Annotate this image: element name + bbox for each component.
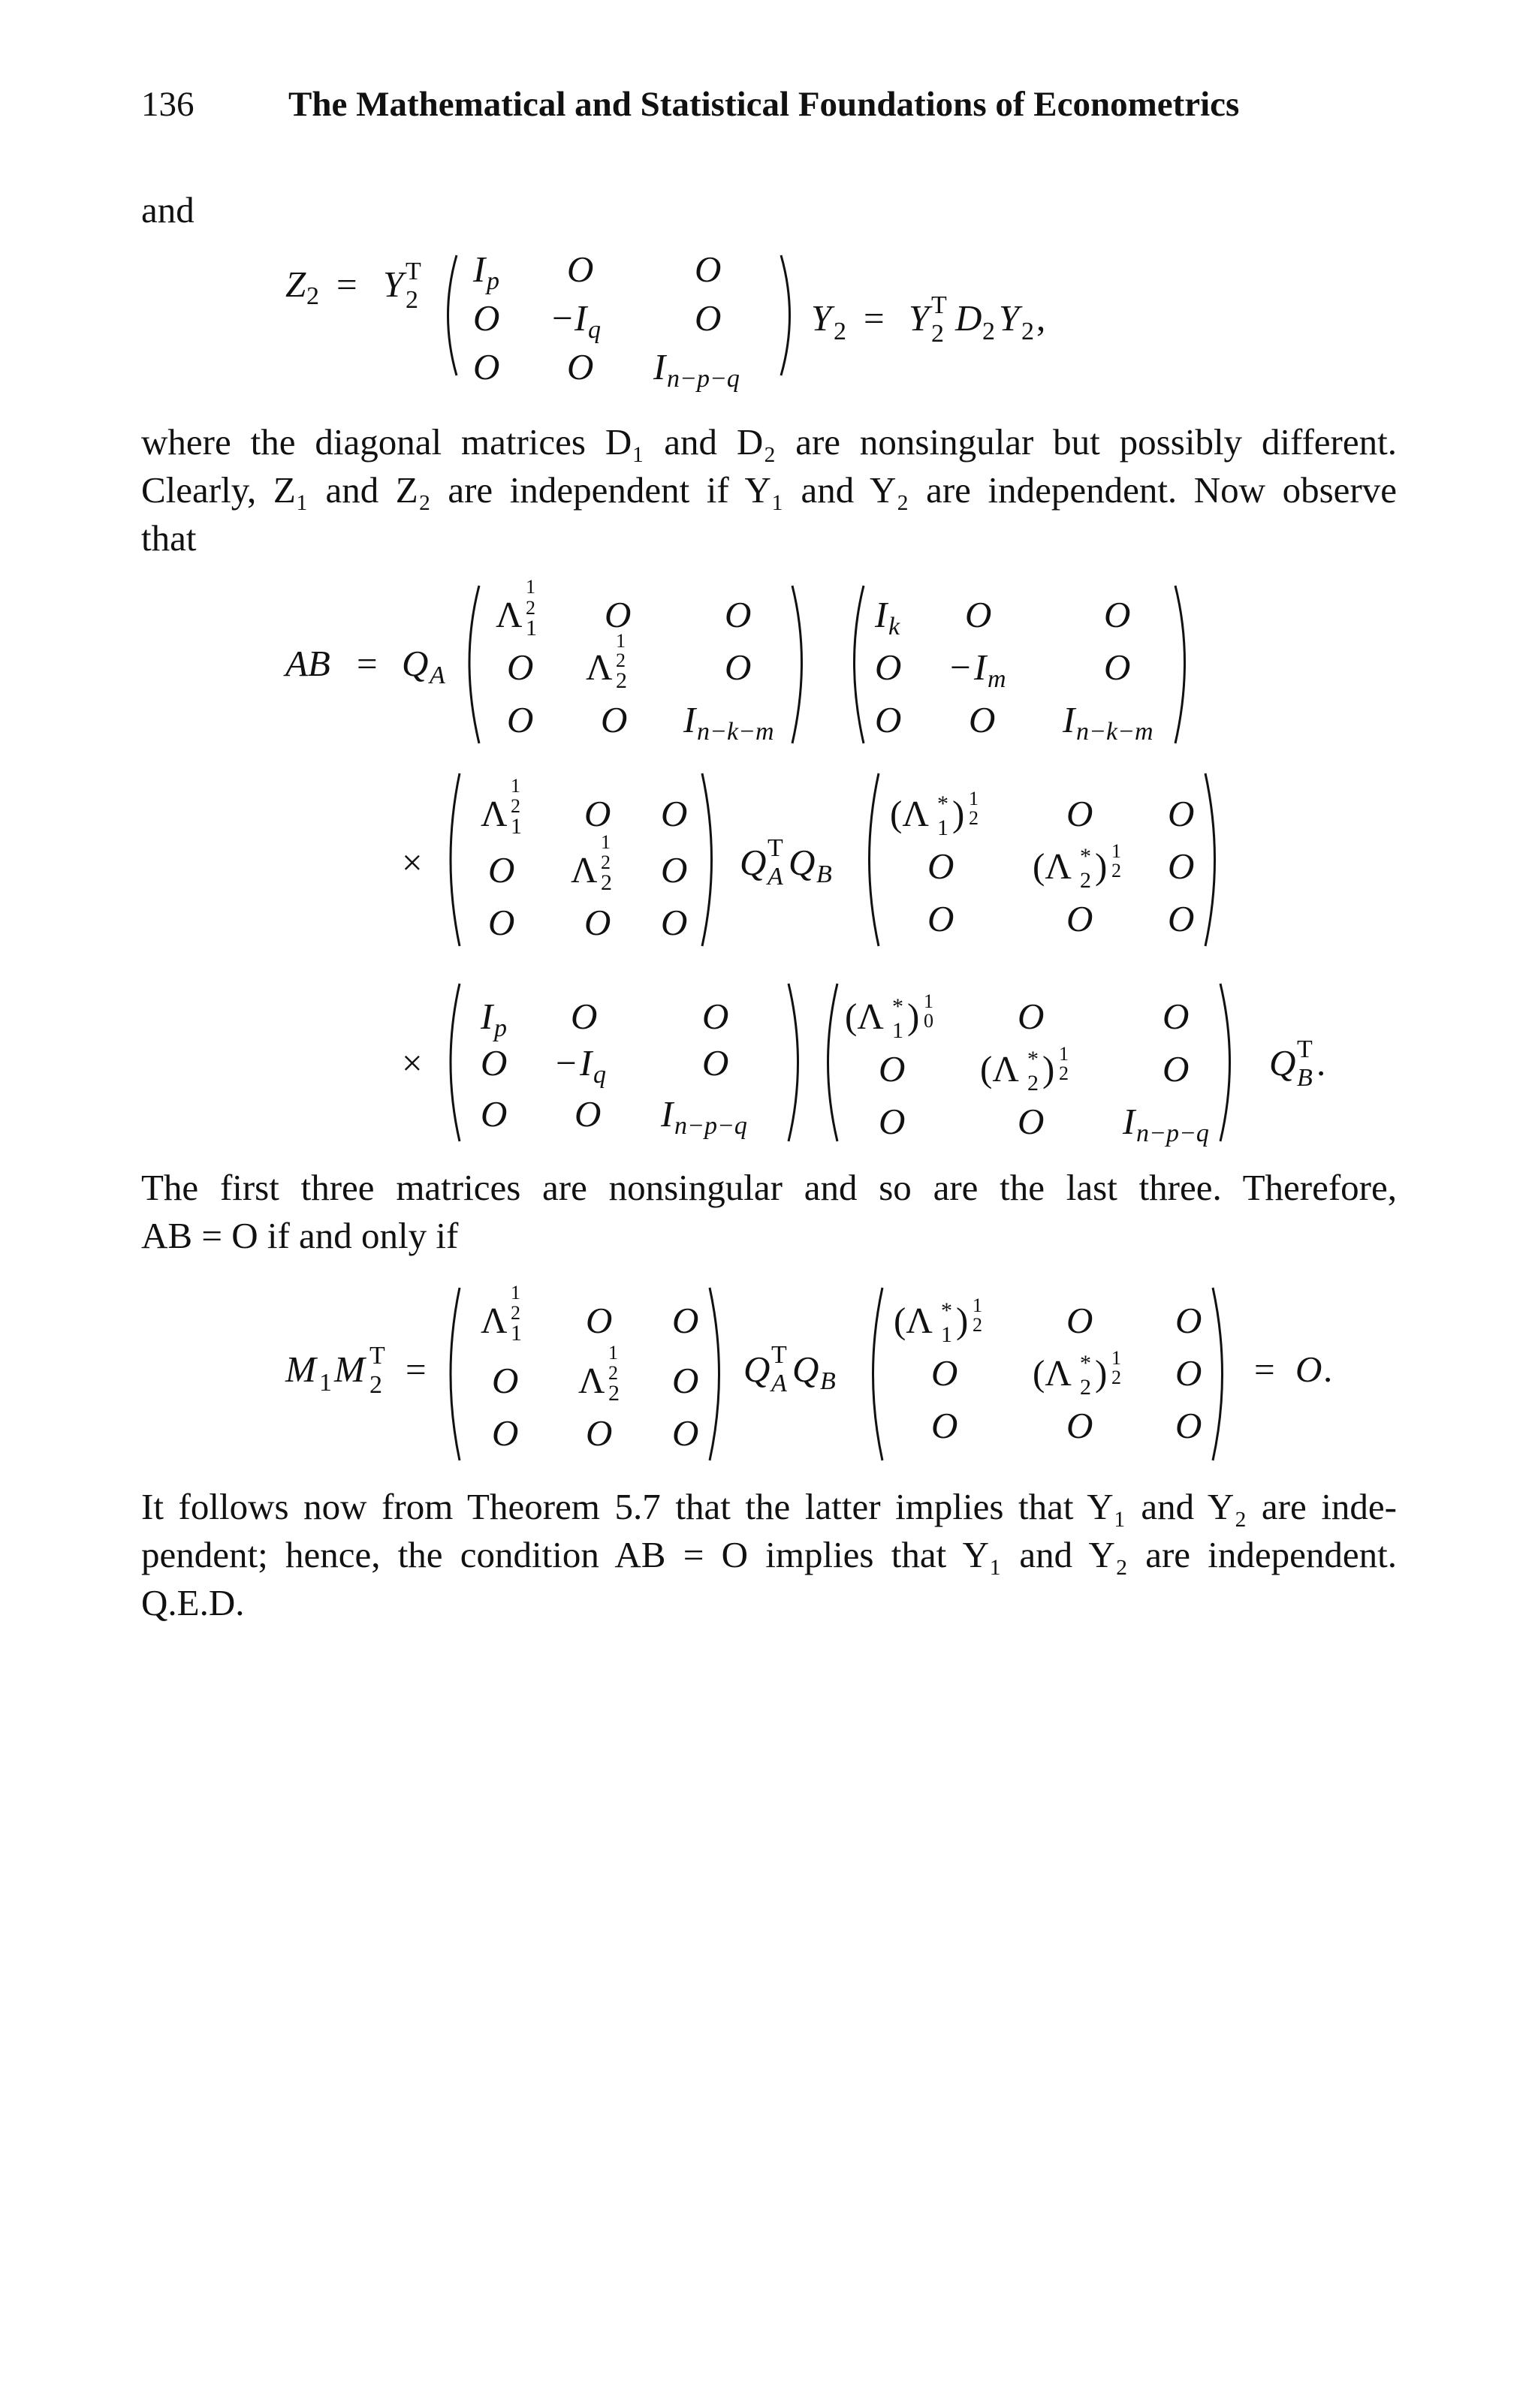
svg-text:*: * xyxy=(937,791,948,816)
svg-text:2: 2 xyxy=(1027,1071,1039,1096)
svg-text:O: O xyxy=(601,699,628,740)
svg-text:O: O xyxy=(605,594,632,635)
svg-text:O: O xyxy=(1168,845,1195,887)
svg-text:2: 2 xyxy=(834,318,846,345)
svg-text:2: 2 xyxy=(973,1314,982,1336)
svg-text:): ) xyxy=(907,996,920,1037)
svg-text:O: O xyxy=(1295,1349,1322,1390)
svg-text:2: 2 xyxy=(1080,1375,1091,1400)
svg-text:2: 2 xyxy=(1059,1062,1069,1084)
svg-text:O: O xyxy=(1168,898,1195,939)
svg-text:I: I xyxy=(974,646,987,688)
svg-text:O: O xyxy=(586,1412,613,1454)
svg-text:O: O xyxy=(1066,1300,1093,1341)
svg-text:): ) xyxy=(956,1300,969,1341)
svg-text:n−k−m: n−k−m xyxy=(1076,718,1154,746)
svg-text:O: O xyxy=(1163,1048,1190,1089)
svg-text:2: 2 xyxy=(406,286,418,314)
svg-text:B: B xyxy=(1297,1064,1313,1092)
svg-text:1: 1 xyxy=(941,1322,952,1347)
svg-text:M: M xyxy=(285,1349,316,1390)
svg-text:D: D xyxy=(955,297,982,339)
svg-text:O: O xyxy=(969,699,996,740)
svg-text:I: I xyxy=(574,297,587,339)
svg-text:Y: Y xyxy=(811,297,832,339)
svg-text:O: O xyxy=(1175,1405,1202,1446)
svg-text:O: O xyxy=(1104,646,1131,688)
running-title: The Mathematical and Statistical Foundations of Econometrics xyxy=(288,85,1240,124)
svg-text:1: 1 xyxy=(511,1282,520,1303)
svg-text:1: 1 xyxy=(608,1342,618,1364)
svg-text:): ) xyxy=(1095,1352,1108,1394)
svg-text:(Λ: (Λ xyxy=(1033,845,1072,887)
svg-text:Λ: Λ xyxy=(571,849,598,891)
svg-text:Y: Y xyxy=(383,264,404,305)
svg-text:1: 1 xyxy=(973,1294,982,1316)
svg-text:q: q xyxy=(588,316,601,344)
svg-text:O: O xyxy=(931,1405,958,1446)
svg-text:1: 1 xyxy=(924,990,933,1012)
svg-text:2: 2 xyxy=(1111,860,1121,882)
svg-text:2: 2 xyxy=(601,851,611,873)
svg-text:2: 2 xyxy=(616,649,626,671)
svg-text:*: * xyxy=(1080,844,1091,869)
svg-text:2: 2 xyxy=(601,870,612,895)
svg-text:O: O xyxy=(1175,1300,1202,1341)
svg-text:1: 1 xyxy=(601,831,611,853)
svg-text:T: T xyxy=(1297,1035,1313,1063)
svg-text:1: 1 xyxy=(526,576,535,598)
svg-text:=: = xyxy=(336,264,357,305)
page-number: 136 xyxy=(141,85,195,124)
svg-text:O: O xyxy=(1066,793,1093,834)
svg-text:O: O xyxy=(567,249,594,290)
svg-text:n−p−q: n−p−q xyxy=(667,365,740,393)
svg-text:O: O xyxy=(725,594,752,635)
svg-text:O: O xyxy=(574,1093,602,1135)
svg-text:O: O xyxy=(1018,1101,1045,1142)
svg-text:O: O xyxy=(488,902,515,943)
svg-text:Λ: Λ xyxy=(578,1360,605,1401)
svg-text:.: . xyxy=(1316,1042,1326,1083)
svg-text:=: = xyxy=(406,1349,427,1390)
svg-text:2: 2 xyxy=(511,1302,520,1324)
svg-text:1: 1 xyxy=(1111,1347,1121,1369)
svg-text:O: O xyxy=(571,996,598,1037)
svg-text:O: O xyxy=(927,845,954,887)
svg-text:2: 2 xyxy=(982,318,995,345)
svg-text:,: , xyxy=(1036,297,1046,339)
book-page: 136 The Mathematical and Statistical Foundations of Econometrics and Z 2 = Y T 2 I p O O O − I q O O O I n−p−q Y 2 = Y T 2 D 2 Y 2 , where the diagonal matrices D₁ and D₂ are nonsingular but possibly different. Clearly, Z₁ and Z₂ are independent if Y₁ and Y₂ are independent. Now observe that AB = Q A Λ 1 2 1 O O O Λ 1 2 2 O O O I n−k−m I k O O O − I m O O O I n−k−m × Λ 1 2 1 O O O Λ 1 2 2 O O O O Q T A Q B (Λ * 1 ) 1 2 O O O (Λ * 2 ) 1 2 O O O O × I p O O O − I q O O O I n−p−q (Λ * 1 ) 1 0 O O O (Λ * 2 ) 1 2 O O O I n−p−q Q T B . The first three matrices are nonsingular and so are the last three. Therefore, AB = O if and only if M 1 M T 2 = Λ 1 2 1 O O O Λ 1 2 2 O O O O Q T A Q B (Λ * 1 ) 1 2 O O O (Λ * 2 ) 1 2 O O O O = O . It follows now from Theorem 5.7 that the latter implies that Y₁ and Y₂ are inde- pendent; hence, the condition AB = O implies that Y₁ and Y₂ are independent. Q.E.D. xyxy=(0,0,1538,2408)
svg-text:T: T xyxy=(369,1342,385,1370)
svg-text:(Λ: (Λ xyxy=(1033,1352,1072,1394)
svg-text:(Λ: (Λ xyxy=(980,1048,1019,1089)
svg-text:I: I xyxy=(661,1093,674,1135)
svg-text:−: − xyxy=(552,297,573,339)
svg-text:2: 2 xyxy=(608,1381,620,1406)
svg-text:Λ: Λ xyxy=(481,1300,508,1341)
svg-text:O: O xyxy=(927,898,954,939)
svg-text:m: m xyxy=(988,665,1006,693)
svg-text:O: O xyxy=(695,297,722,339)
svg-text:O: O xyxy=(672,1360,699,1401)
svg-text:O: O xyxy=(473,346,500,387)
svg-text:n−p−q: n−p−q xyxy=(674,1112,747,1140)
svg-text:−: − xyxy=(556,1042,577,1083)
svg-text:*: * xyxy=(1027,1047,1039,1071)
svg-text:O: O xyxy=(584,902,611,943)
svg-text:A: A xyxy=(430,662,445,689)
svg-text:2: 2 xyxy=(526,597,535,619)
svg-text:O: O xyxy=(567,346,594,387)
paragraph-and: and xyxy=(141,189,195,231)
svg-text:O: O xyxy=(481,1093,508,1135)
svg-text:−: − xyxy=(950,646,971,688)
svg-text:I: I xyxy=(653,346,666,387)
svg-text:n−k−m: n−k−m xyxy=(697,718,774,746)
svg-text:I: I xyxy=(875,594,888,635)
svg-text:*: * xyxy=(892,994,903,1019)
svg-text:T: T xyxy=(771,1341,787,1369)
svg-text:O: O xyxy=(879,1101,906,1142)
svg-text:2: 2 xyxy=(616,668,627,693)
svg-text:O: O xyxy=(661,793,688,834)
svg-text:I: I xyxy=(580,1042,593,1083)
svg-text:2: 2 xyxy=(511,795,520,817)
svg-text:A: A xyxy=(771,1370,787,1397)
svg-text:Q: Q xyxy=(740,842,767,883)
svg-text:Z: Z xyxy=(285,264,306,305)
svg-text:1: 1 xyxy=(1059,1043,1069,1065)
svg-text:2: 2 xyxy=(969,807,979,829)
svg-text:Q: Q xyxy=(743,1349,771,1390)
svg-text:2: 2 xyxy=(608,1362,618,1384)
svg-text:O: O xyxy=(584,793,611,834)
svg-text:M: M xyxy=(334,1349,365,1390)
svg-text:AB: AB xyxy=(285,643,330,684)
svg-text:O: O xyxy=(481,1042,508,1083)
svg-text:O: O xyxy=(1066,898,1093,939)
svg-text:Λ: Λ xyxy=(481,793,508,834)
svg-text:O: O xyxy=(875,646,902,688)
svg-text:O: O xyxy=(661,902,688,943)
svg-text:1: 1 xyxy=(511,814,522,839)
svg-text:Q: Q xyxy=(789,842,816,883)
svg-text:O: O xyxy=(702,1042,729,1083)
svg-text:Q: Q xyxy=(402,643,429,684)
svg-text:O: O xyxy=(492,1412,519,1454)
svg-text:Y: Y xyxy=(999,297,1020,339)
svg-text:O: O xyxy=(965,594,992,635)
svg-text:Y: Y xyxy=(909,297,930,339)
svg-text:1: 1 xyxy=(511,775,520,797)
svg-text:O: O xyxy=(879,1048,906,1089)
svg-text:=: = xyxy=(1254,1349,1275,1390)
svg-text:1: 1 xyxy=(526,616,537,640)
svg-text:): ) xyxy=(952,793,965,834)
svg-text:I: I xyxy=(683,699,696,740)
svg-text:1: 1 xyxy=(969,788,979,809)
svg-text:O: O xyxy=(725,646,752,688)
svg-text:1: 1 xyxy=(892,1018,903,1043)
svg-text:): ) xyxy=(1042,1048,1055,1089)
svg-text:0: 0 xyxy=(924,1010,933,1032)
svg-text:O: O xyxy=(1163,996,1190,1037)
svg-text:I: I xyxy=(473,249,486,290)
svg-text:B: B xyxy=(816,860,832,888)
svg-text:p: p xyxy=(487,267,499,295)
svg-text:.: . xyxy=(1323,1349,1333,1390)
svg-text:q: q xyxy=(593,1061,606,1089)
svg-text:O: O xyxy=(1104,594,1131,635)
svg-text:I: I xyxy=(481,996,493,1037)
svg-text:T: T xyxy=(767,834,783,862)
svg-text:×: × xyxy=(402,1042,423,1083)
svg-text:O: O xyxy=(492,1360,519,1401)
svg-text:2: 2 xyxy=(1080,868,1091,893)
svg-text:2: 2 xyxy=(1111,1367,1121,1388)
svg-text:O: O xyxy=(931,1352,958,1394)
svg-text:1: 1 xyxy=(616,630,626,652)
svg-text:O: O xyxy=(507,699,534,740)
svg-text:O: O xyxy=(1066,1405,1093,1446)
svg-text:*: * xyxy=(941,1298,952,1323)
svg-text:O: O xyxy=(488,849,515,891)
svg-text:2: 2 xyxy=(1021,318,1034,345)
svg-text:O: O xyxy=(507,646,534,688)
svg-text:Λ: Λ xyxy=(586,646,613,688)
svg-text:I: I xyxy=(1063,699,1075,740)
svg-text:T: T xyxy=(406,258,421,285)
svg-text:1: 1 xyxy=(1111,840,1121,862)
svg-text:O: O xyxy=(702,996,729,1037)
svg-text:1: 1 xyxy=(319,1369,332,1397)
svg-text:O: O xyxy=(473,297,500,339)
svg-text:O: O xyxy=(586,1300,613,1341)
svg-text:A: A xyxy=(767,863,783,891)
svg-text:): ) xyxy=(1095,845,1108,887)
svg-text:Q: Q xyxy=(792,1349,819,1390)
svg-text:B: B xyxy=(820,1367,836,1395)
svg-text:=: = xyxy=(357,643,378,684)
svg-text:O: O xyxy=(875,699,902,740)
svg-text:2: 2 xyxy=(369,1371,382,1399)
svg-text:=: = xyxy=(864,297,885,339)
svg-text:O: O xyxy=(672,1300,699,1341)
svg-text:O: O xyxy=(1018,996,1045,1037)
svg-text:2: 2 xyxy=(931,320,944,348)
svg-text:p: p xyxy=(494,1014,507,1042)
svg-text:O: O xyxy=(661,849,688,891)
svg-text:(Λ: (Λ xyxy=(894,1300,933,1341)
svg-text:(Λ: (Λ xyxy=(890,793,929,834)
svg-text:O: O xyxy=(672,1412,699,1454)
svg-text:1: 1 xyxy=(937,815,948,840)
svg-text:O: O xyxy=(695,249,722,290)
svg-text:k: k xyxy=(888,613,900,640)
svg-text:O: O xyxy=(1168,793,1195,834)
svg-text:Q: Q xyxy=(1269,1042,1296,1083)
svg-text:×: × xyxy=(402,842,423,883)
svg-text:*: * xyxy=(1080,1351,1091,1376)
svg-text:n−p−q: n−p−q xyxy=(1136,1120,1209,1147)
svg-text:O: O xyxy=(1175,1352,1202,1394)
svg-text:2: 2 xyxy=(306,282,319,310)
svg-text:Λ: Λ xyxy=(496,594,523,635)
svg-text:(Λ: (Λ xyxy=(845,996,884,1037)
svg-text:I: I xyxy=(1123,1101,1135,1142)
svg-text:1: 1 xyxy=(511,1321,522,1346)
svg-text:T: T xyxy=(931,291,947,319)
